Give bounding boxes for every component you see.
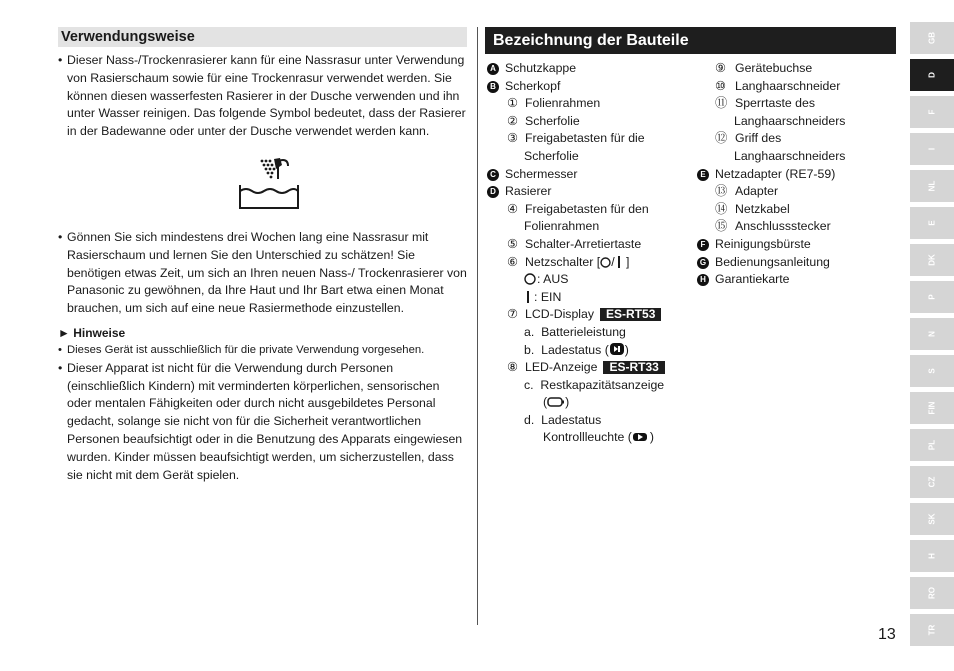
part-3: ③ Freigabetasten für die xyxy=(507,131,645,146)
power-on-icon xyxy=(524,291,534,303)
language-tab-label: DK xyxy=(927,254,937,266)
language-tab-s[interactable] xyxy=(910,355,954,387)
part-11: ⑪ Sperrtaste des xyxy=(715,96,815,111)
language-tab-label: N xyxy=(927,331,937,337)
part-11-cont: Langhaarschneiders xyxy=(734,113,846,128)
part-b: B Scherkopf xyxy=(487,78,697,96)
part-15: ⑮ Anschlussstecker xyxy=(715,219,831,234)
column-divider xyxy=(477,27,478,625)
language-tab-label: NL xyxy=(927,180,937,192)
battery-capacity-icon xyxy=(547,396,565,408)
charging-status-icon xyxy=(609,342,625,356)
part-8d: d. Ladestatus xyxy=(524,412,602,427)
part-12: ⑫ Griff des xyxy=(715,131,782,146)
part-4-cont: Folienrahmen xyxy=(524,219,600,234)
part-2: ② Scherfolie xyxy=(507,113,580,128)
part-7a: a. Batterieleistung xyxy=(524,324,626,339)
parts-list-left xyxy=(487,60,697,447)
part-8c: c. Restkapazitätsanzeige xyxy=(524,377,665,392)
language-tab-label: PL xyxy=(927,439,937,451)
parts-heading: Bezeichnung der Bauteile xyxy=(485,27,896,54)
part-8c-icon: ( ) xyxy=(543,395,570,410)
language-tab-label: GB xyxy=(927,32,937,44)
charge-indicator-icon xyxy=(632,431,650,443)
language-tab-tr[interactable] xyxy=(910,614,954,646)
power-off-icon xyxy=(524,273,537,285)
part-h: H Garantiekarte xyxy=(697,271,897,289)
usage-paragraph-1: • Dieser Nass-/Trockenrasierer kann für eine Nassrasur unter Verwendung von Rasierschaum sowie für eine Trockenrasur verwendet werden. Sie können diesen wasserfesten Rasierer in der Dusche verwenden und ihn unter Wasser reinigen. Das folgende Symbol bedeutet, dass der Rasierer in der Badewanne oder unter der Dusche verwendet werden kann. xyxy=(58,52,467,141)
language-tab-dk[interactable] xyxy=(910,244,954,276)
part-12-cont: Langhaarschneiders xyxy=(734,148,846,163)
page-number: 13 xyxy=(878,626,896,643)
language-tab-label: I xyxy=(927,147,937,151)
parts-list-right xyxy=(697,60,897,289)
language-tab-h[interactable] xyxy=(910,540,954,572)
language-tab-f[interactable] xyxy=(910,96,954,128)
language-tab-fin[interactable] xyxy=(910,392,954,424)
language-tab-ro[interactable] xyxy=(910,577,954,609)
part-g: G Bedienungsanleitung xyxy=(697,254,897,272)
language-tab-label: D xyxy=(927,72,937,78)
language-tab-sk[interactable] xyxy=(910,503,954,535)
part-6: ⑥ Netzschalter [ / ] xyxy=(507,254,630,269)
letter-badge: G xyxy=(697,257,709,269)
language-tab-label: RO xyxy=(927,587,937,599)
language-tab-i[interactable] xyxy=(910,133,954,165)
language-tab-n[interactable] xyxy=(910,318,954,350)
usage-heading: Verwendungsweise xyxy=(58,27,467,47)
model-badge: ES-RT53 xyxy=(600,308,661,321)
part-13: ⑬ Adapter xyxy=(715,184,779,199)
language-tabs xyxy=(910,22,954,651)
part-d: D Rasierer xyxy=(487,183,697,201)
language-tab-nl[interactable] xyxy=(910,170,954,202)
language-tab-cz[interactable] xyxy=(910,466,954,498)
letter-badge: F xyxy=(697,239,709,251)
part-f: F Reinigungsbürste xyxy=(697,236,897,254)
usage-section xyxy=(58,27,467,484)
note-1: • Dieses Gerät ist ausschließlich für die private Verwendung vorgesehen. xyxy=(58,342,467,360)
letter-badge: D xyxy=(487,186,499,198)
part-6-off: : AUS xyxy=(487,271,697,289)
part-7: ⑦ LCD-Display ES-RT53 xyxy=(487,306,697,324)
part-8: ⑧ LED-Anzeige ES-RT33 xyxy=(487,359,697,377)
part-7b: b. Ladestatus ( ) xyxy=(524,342,629,357)
language-tab-label: S xyxy=(927,368,937,374)
letter-badge: B xyxy=(487,81,499,93)
letter-badge: E xyxy=(697,169,709,181)
letter-badge: H xyxy=(697,274,709,286)
letter-badge: A xyxy=(487,63,499,75)
note-2: • Dieser Apparat ist nicht für die Verwendung durch Personen (einschließlich Kindern) mit verminderten körperlichen, sensorischen oder mentalen Fähigkeiten oder durch nicht ausgebildetes Personal gedacht, solange sie nicht von für die Sicherheit verantwortlichen Personen beaufsichtigt oder in die Benutzung des Apparats eingewiesen wurden. Kinder müssen beaufsichtigt werden, um sicherzustellen, dass sie nicht mit dem Gerät spielen. xyxy=(58,360,467,485)
model-badge: ES-RT33 xyxy=(603,361,664,374)
language-tab-d[interactable] xyxy=(910,59,954,91)
part-9: ⑨ Gerätebuchse xyxy=(715,61,813,75)
language-tab-label: E xyxy=(927,220,937,226)
power-off-icon xyxy=(600,257,611,268)
part-6-on: : EIN xyxy=(487,289,697,307)
notes-title: ► Hinweise xyxy=(58,325,126,340)
usage-paragraph-2: • Gönnen Sie sich mindestens drei Wochen lang eine Nassrasur mit Rasierschaum und lernen Sie den Unterschied zu schätzen! Sie benötigen etwas Zeit, um sich an Ihren neuen Nass-/ Trockenrasierer von Panasonic zu gewöhnen, da Ihre Haut und Ihr Bart etwa einen Monat brauchen, um sich auf eine neue Rasiermethode einzustellen. xyxy=(58,229,467,318)
part-c: C Schermesser xyxy=(487,166,697,184)
part-8d-cont: Kontrollleuchte ( ) xyxy=(543,430,654,445)
language-tab-label: CZ xyxy=(927,476,937,488)
language-tab-e[interactable] xyxy=(910,207,954,239)
language-tab-gb[interactable] xyxy=(910,22,954,54)
part-3-cont: Scherfolie xyxy=(524,148,579,163)
part-a: A Schutzkappe xyxy=(487,60,697,78)
part-1: ① Folienrahmen xyxy=(507,96,601,111)
power-on-icon xyxy=(615,256,623,268)
language-tab-p[interactable] xyxy=(910,281,954,313)
part-14: ⑭ Netzkabel xyxy=(715,201,790,216)
letter-badge: C xyxy=(487,169,499,181)
language-tab-label: H xyxy=(927,553,937,559)
language-tab-label: SK xyxy=(927,513,937,525)
part-10: ⑩ Langhaarschneider xyxy=(715,78,841,93)
language-tab-label: P xyxy=(927,294,937,300)
part-e: E Netzadapter (RE7-59) xyxy=(697,166,897,184)
shower-bath-icon xyxy=(238,157,300,211)
language-tab-pl[interactable] xyxy=(910,429,954,461)
language-tab-label: TR xyxy=(927,624,937,636)
language-tab-label: FIN xyxy=(927,401,937,415)
language-tab-label: F xyxy=(927,109,937,115)
part-4: ④ Freigabetasten für den xyxy=(507,201,649,216)
part-5: ⑤ Schalter-Arretiertaste xyxy=(507,236,642,251)
